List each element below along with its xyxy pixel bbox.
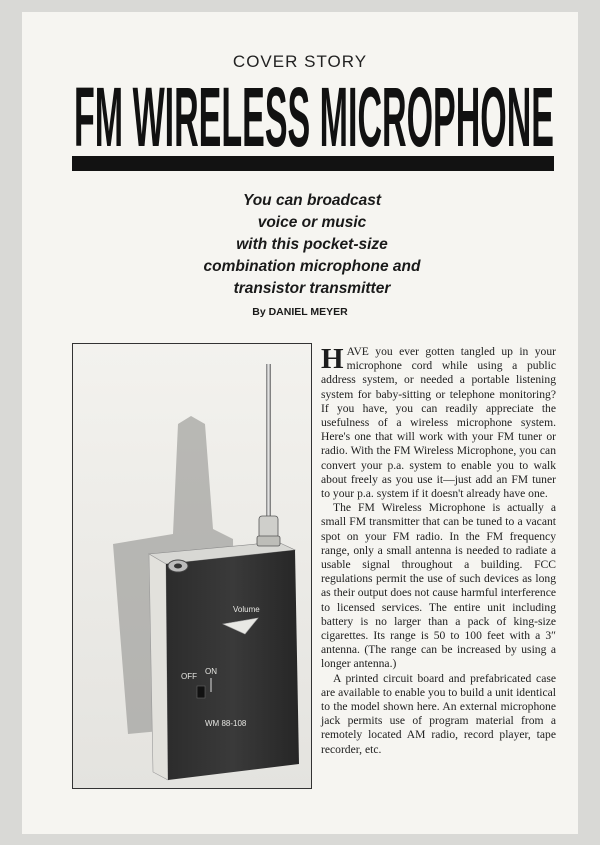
drop-cap: H (321, 343, 344, 375)
paragraph-3: A printed circuit board and prefabricated case are available to enable you to build a unit identical to the model shown here. An external microphone jack permits use of program material from a remotely located AM radio, record player, tape recorder, etc. (321, 671, 556, 756)
model-label: WM 88-108 (205, 719, 247, 728)
paragraph-text: AVE you ever gotten tangled up in your microphone cord while using a public address system, or needed a portable listening system for baby-sitting or telephone monitoring? If you have, you can readily appreciate the usefulness of a wireless microphone system. Here's one that will work with your FM tuner or radio. With the FM Wireless Microphone, you can convert your p.a. system to enable you to walk about freely as you use it—just add an FM tuner to your p.a. system if it doesn't already have one. (321, 345, 556, 501)
headline (74, 74, 554, 154)
headline-text: FM WIRELESS MICROPHONE (74, 74, 554, 154)
off-label: OFF (181, 672, 197, 681)
device-front (166, 550, 299, 780)
antenna-rod (266, 364, 271, 524)
deck-line: combination microphone and (203, 258, 421, 275)
deck-line: You can broadcast (242, 192, 382, 209)
article-body (321, 345, 556, 757)
on-label: ON (205, 667, 217, 676)
device-photo (72, 343, 312, 789)
deck-line: with this pocket-size (236, 236, 388, 253)
byline: By DANIEL MEYER (252, 306, 348, 318)
paragraph-2: The FM Wireless Microphone is actually a small FM transmitter that can be tuned to a vacant spot on your FM radio. In the FM frequency range, only a small antenna is needed to radiate a usable signal throughout a building. FCC regulations permit the use of such devices as long as their output does not cause harmful interference to licensed services. The entire unit including battery is no larger than a pack of king-size cigarettes. Its range is 50 to 100 feet with a 3″ antenna. (The range can be increased by using a longer antenna.) (321, 501, 556, 671)
power-switch (197, 686, 205, 698)
headline-rule (72, 156, 554, 171)
deck-line: transistor transmitter (233, 280, 391, 297)
volume-label: Volume (233, 605, 260, 614)
section-kicker: COVER STORY (232, 52, 368, 71)
deck-line: voice or music (257, 214, 367, 231)
article-deck (152, 190, 472, 300)
magazine-page (22, 12, 578, 834)
paragraph-1 (321, 345, 556, 501)
